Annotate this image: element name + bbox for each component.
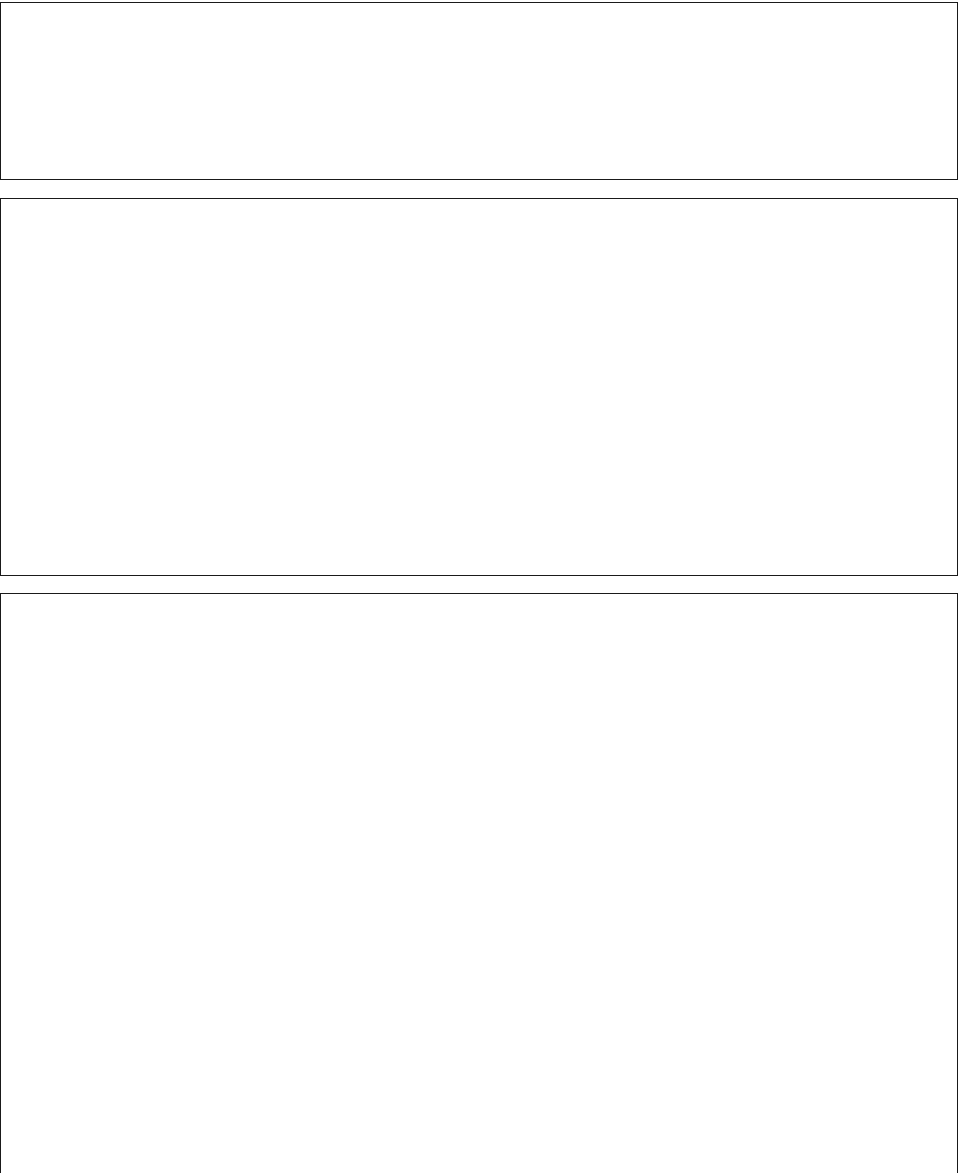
representatives-table [0, 593, 958, 1173]
discipline-council-table [0, 198, 958, 576]
top-results-table [0, 2, 958, 180]
